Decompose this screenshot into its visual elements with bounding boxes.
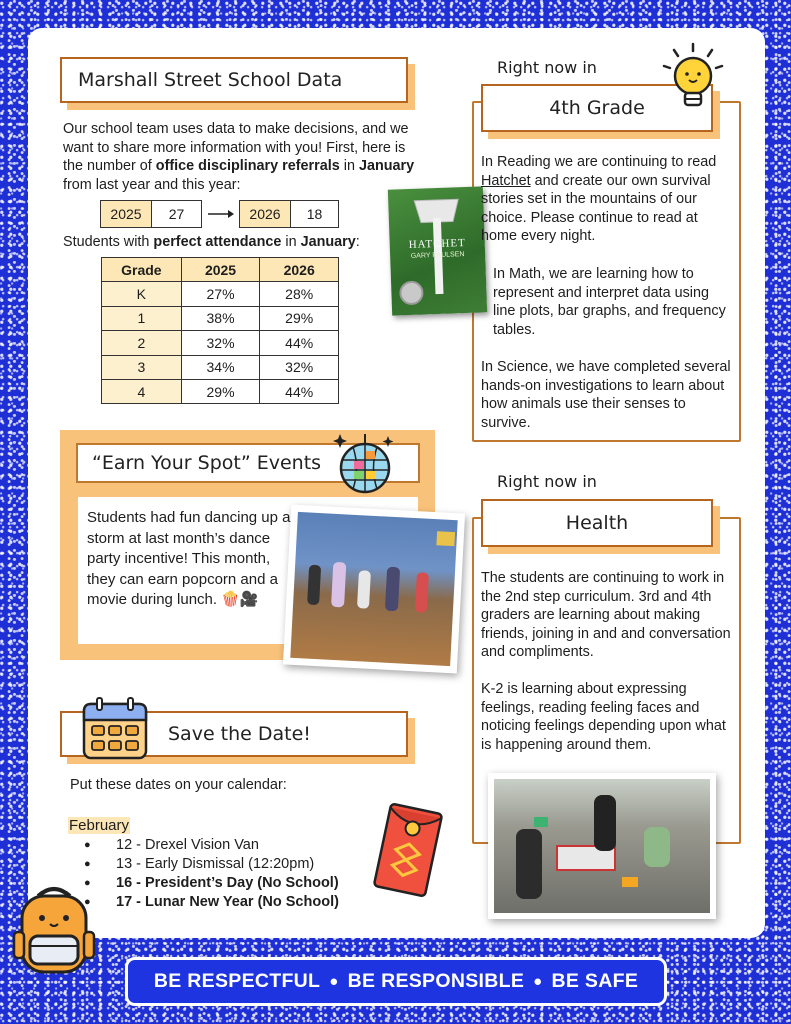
footer-respectful: BE RESPECTFUL — [153, 970, 321, 992]
attendance-table — [101, 257, 339, 404]
health-class-image — [494, 779, 710, 913]
disco-ball-icon — [332, 430, 398, 496]
school-data-intro: Our school team uses data to make decisions, and we want to share more information with you! First, here is the number of office disciplinary referrals in January from last year and this year: — [63, 121, 415, 193]
fourth-grade-kicker: Right now in — [497, 58, 597, 77]
fourth-grade-science: In Science, we have completed several hands-on investigations to learn about how animals use their senses to survive. — [481, 359, 731, 431]
fourth-grade-reading: In Reading we are continuing to read Hatchet and create our own survival stories set in the mountains of our choice. Please continue to read at home every night. — [481, 154, 717, 244]
table-cell: 44% — [260, 379, 339, 403]
lightbulb-icon — [656, 40, 730, 114]
save-date-intro: Put these dates on your calendar: — [70, 777, 287, 793]
school-data-heading-box — [60, 57, 408, 103]
earn-spot-title: “Earn Your Spot” Events — [92, 452, 322, 474]
hatchet-book-cover — [388, 186, 487, 315]
table-cell: 38% — [181, 306, 260, 330]
table-cell: 28% — [260, 282, 339, 306]
dance-party-photo — [283, 505, 465, 674]
fourth-grade-title: 4th Grade — [549, 97, 645, 119]
table-row — [102, 282, 339, 306]
backpack-icon — [8, 882, 100, 978]
save-date-title: Save the Date! — [168, 723, 311, 745]
table-cell: 2 — [102, 331, 182, 355]
earn-spot-text: Students had fun dancing up a storm at last month’s dance party incentive! This month, they can earn popcorn and a movie during lunch. 🍿🎥 — [87, 509, 291, 608]
table-cell: 32% — [260, 355, 339, 379]
health-para-1: The students are continuing to work in the 2nd step curriculum. 3rd and 4th graders are learning about making friends, joining in and and conversation and compliments. — [481, 570, 731, 660]
school-data-title: Marshall Street School Data — [78, 69, 343, 91]
table-cell: 34% — [181, 355, 260, 379]
date-item: ● 16 - President’s Day (No School) — [68, 874, 388, 893]
footer-safe: BE SAFE — [551, 970, 639, 992]
health-heading-box — [481, 499, 713, 547]
table-header-row — [102, 258, 339, 282]
table-cell: 1 — [102, 306, 182, 330]
referrals-year-2025: 2025 — [101, 201, 152, 227]
fourth-grade-math: In Math, we are learning how to represent and interpret data using line plots, bar graphs, and frequency tables. — [493, 266, 726, 338]
table-header-cell: 2025 — [181, 258, 260, 282]
date-item: ● 12 - Drexel Vision Van — [68, 836, 388, 855]
table-cell: 4 — [102, 379, 182, 403]
referrals-year-2026: 2026 — [240, 201, 291, 227]
table-row — [102, 331, 339, 355]
health-para-2: K-2 is learning about expressing feelings, reading feeling faces and noticing feelings depending upon what is happening around them. — [481, 681, 726, 753]
footer-separator: ● — [329, 973, 339, 990]
save-date-month: February — [69, 817, 130, 834]
book-cover-title: HATCHET — [408, 237, 466, 251]
dance-party-image — [290, 512, 457, 666]
referrals-2025-box — [100, 200, 202, 228]
footer-banner — [125, 957, 667, 1006]
health-class-photo — [488, 773, 716, 919]
table-row — [102, 379, 339, 403]
date-item: ● 13 - Early Dismissal (12:20pm) — [68, 855, 388, 874]
referrals-2026-box — [239, 200, 339, 228]
attendance-intro: Students with perfect attendance in January: — [63, 234, 360, 250]
save-date-list — [68, 836, 388, 912]
referrals-value-2026: 18 — [306, 206, 323, 222]
table-cell: K — [102, 282, 182, 306]
table-cell: 29% — [260, 306, 339, 330]
award-medal — [399, 281, 424, 306]
calendar-icon — [80, 696, 150, 762]
footer-responsible: BE RESPONSIBLE — [347, 970, 525, 992]
table-cell: 29% — [181, 379, 260, 403]
hatchet-book-link: Hatchet — [481, 172, 531, 189]
table-row — [102, 355, 339, 379]
health-title: Health — [565, 512, 629, 534]
health-kicker: Right now in — [497, 472, 597, 491]
table-cell: 32% — [181, 331, 260, 355]
date-item: ● 17 - Lunar New Year (No School) — [68, 893, 388, 912]
footer-separator: ● — [533, 973, 543, 990]
red-envelope-icon — [368, 800, 448, 900]
book-cover-author: GARY PAULSEN — [410, 251, 465, 260]
table-row — [102, 306, 339, 330]
table-cell: 27% — [181, 282, 260, 306]
table-header-cell: Grade — [102, 258, 182, 282]
table-cell: 44% — [260, 331, 339, 355]
table-cell: 3 — [102, 355, 182, 379]
referrals-value-2025: 27 — [168, 206, 185, 222]
table-header-cell: 2026 — [260, 258, 339, 282]
arrow-right-icon — [207, 207, 235, 221]
